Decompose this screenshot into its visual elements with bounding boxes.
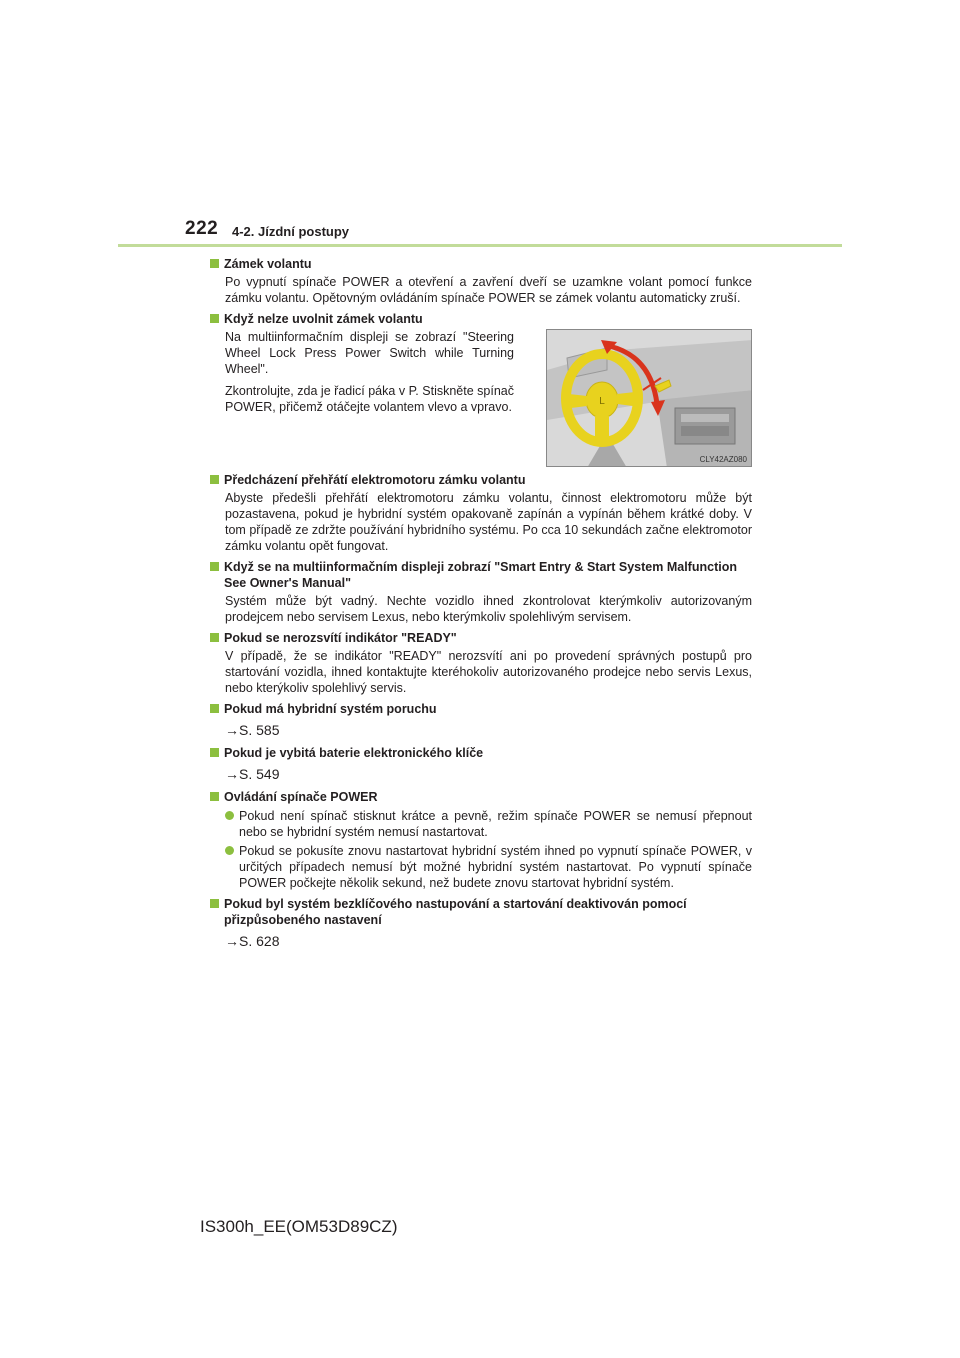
section-steering-lock [210,256,752,306]
section-heading [210,311,752,327]
text-with-figure [225,329,752,467]
heading-text: Předcházení přehřátí elektromotoru zámku volantu [224,473,526,487]
list-item [225,808,752,840]
section-body: Systém může být vadný. Nechte vozidlo ihned zkontrolovat kterýmkoliv autorizovaným prodejcem nebo servisem Lexus, nebo kterýmkoliv spolehlivým servisem. [225,594,752,624]
section-lock-release [210,311,752,467]
square-bullet-icon [210,475,219,484]
section-heading [210,472,752,488]
round-bullet-icon [225,811,234,820]
section-body: Po vypnutí spínače POWER a otevření a zavření dveří se uzamkne volant pomocí funkce zámku volantu. Opětovným ovládáním spínače POWER se zámek volantu automaticky zruší. [225,275,752,305]
square-bullet-icon [210,562,219,571]
section-body: V případě, že se indikátor "READY" nerozsvítí ani po provedení správných postupů pro startování vozidla, ihned kontaktujte kteréhokoliv autorizovaného prodejce nebo servis Lexus, nebo kterýkoliv spolehlivý servis. [225,649,752,695]
square-bullet-icon [210,748,219,757]
list-item-text: Pokud se pokusíte znovu nastartovat hybridní systém ihned po vypnutí spínače POWER, v určitých případech nemusí být možné hybridní systém nastartovat. Po vypnutí spínače POWER počkejte několik sekund, než budete znovu startovat hybridní systém. [239,844,752,890]
square-bullet-icon [210,899,219,908]
section-heading [210,630,752,646]
heading-text: Když se na multiinformačním displeji zobrazí "Smart Entry & Start System Malfunction See Owner's Manual" [224,560,737,590]
heading-text: Pokud se nerozsvítí indikátor "READY" [224,631,457,645]
section-heading [210,745,752,761]
square-bullet-icon [210,704,219,713]
section-malfunction-message [210,559,752,625]
svg-text:L: L [599,396,605,407]
page-reference: →S. 585 [225,722,280,738]
section-heading [210,896,752,928]
section-ready-indicator [210,630,752,696]
list-item [225,843,752,891]
section-title: 4-2. Jízdní postupy [232,224,350,239]
heading-text: Pokud byl systém bezklíčového nastupování a startování deaktivován pomocí přizpůsobeného nastavení [224,897,687,927]
square-bullet-icon [210,314,219,323]
section-heading [210,256,752,272]
section-body: Abyste předešli přehřátí elektromotoru zámku volantu, činnost elektromotoru může být pozastavena, pokud je hybridní systém opakovaně zapínán a vypínán během krátké doby. V tom případě ze zdržte používání hybridního systému. Po cca 10 sekundách začne elektromotor zámku volantu opět fungovat. [225,491,752,553]
heading-text: Pokud je vybitá baterie elektronického klíče [224,746,484,760]
section-keyless-deactivated [210,896,752,951]
square-bullet-icon [210,633,219,642]
heading-text: Zámek volantu [224,257,312,271]
square-bullet-icon [210,792,219,801]
list-item-text: Pokud není spínač stisknut krátce a pevně, režim spínače POWER se nemusí přepnout nebo se hybridní systém nemusí nastartovat. [239,809,752,839]
round-bullet-icon [225,846,234,855]
footer-model-code: IS300h_EE(OM53D89CZ) [200,1217,398,1236]
message-paragraph: Na multiinformačním displeji se zobrazí "Steering Wheel Lock Press Power Switch while Turning Wheel". [225,330,514,376]
section-heading [210,789,752,805]
square-bullet-icon [210,259,219,268]
steering-wheel-illustration [546,329,752,467]
header-rule [118,244,842,247]
page-reference: →S. 628 [225,933,280,949]
instruction-paragraph: Zkontrolujte, zda je řadicí páka v P. Stiskněte spínač POWER, přičemž otáčejte volantem vlevo a vpravo. [225,384,514,414]
heading-text: Když nelze uvolnit zámek volantu [224,312,423,326]
section-key-battery [210,745,752,784]
section-heading [210,701,752,717]
section-power-switch [210,789,752,891]
section-heading [210,559,752,591]
page-reference: →S. 549 [225,766,280,782]
heading-text: Ovládání spínače POWER [224,790,378,804]
figure-code: CLY42AZ080 [699,455,747,464]
section-motor-overheat [210,472,752,554]
steering-wheel-icon [547,330,752,467]
page-content [210,256,752,956]
page-number: 222 [185,218,219,239]
figure-side-text [225,329,514,467]
heading-text: Pokud má hybridní systém poruchu [224,702,437,716]
section-hybrid-malfunction [210,701,752,740]
